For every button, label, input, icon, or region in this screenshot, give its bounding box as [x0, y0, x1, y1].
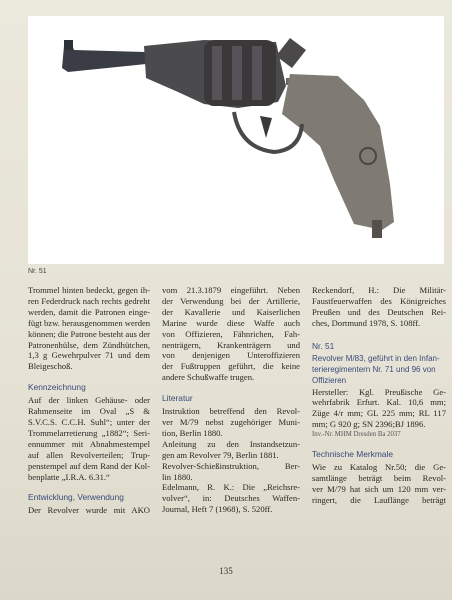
text-line: penstempel auf dem Rand der Kol- [28, 460, 150, 471]
text-line: Anleitung zu den Instandsetzun- [162, 438, 300, 449]
text-line: benplatte „I.R.A. 6.31.“ [28, 471, 110, 482]
text-line: andere Schußwaffe trugen. [162, 372, 255, 383]
figure-caption: Nr. 51 [28, 268, 47, 275]
text-line: können; die Patrone besteht aus der [28, 328, 150, 339]
section-heading: Technische Merkmale [312, 449, 393, 460]
text-line: Auf der linken Gehäuse- oder [28, 395, 150, 406]
verwendung-paragraph [162, 285, 300, 383]
text-line: der Fußtruppen geführt, die keine [162, 361, 300, 372]
text-line: von Offizieren, Fähnrichen, Fah- [162, 328, 300, 339]
text-line: Edelmann, R. K.: Die „Reichsre- [162, 482, 300, 493]
text-line: Trommelarretierung „1882“; Seri- [28, 427, 150, 438]
page-number: 135 [219, 566, 233, 576]
title-line: terieregimentern Nr. 71 und 96 von [312, 364, 436, 374]
text-line: ren Federdruck nach rechts gedreht [28, 295, 150, 306]
technik-paragraph [312, 462, 446, 506]
section-heading: Entwicklung, Verwendung [28, 492, 124, 503]
inventory-number: Inv.-Nr. MHM Dresden Ba 2037 [312, 431, 401, 439]
text-line: Preußen und des Deutschen Rei- [312, 306, 446, 317]
text-line: samtlänge beträgt beim Revol- [312, 472, 446, 483]
text-line: Wie zu Katalog Nr.50; die Ge- [312, 462, 446, 473]
text-line: 1,3 g Gewehrpulver 71 und dem [28, 350, 150, 361]
text-line: Bleigeschoß. [28, 361, 73, 372]
text-line: werden, damit die Patronen einge- [28, 306, 150, 317]
text-line: S.V.C.S. C.C.H. Suhl“; unter der [28, 416, 150, 427]
title-line: Revolver M/83, geführt in den Infan- [312, 353, 440, 363]
text-line: Instruktion betreffend den Revol- [162, 406, 300, 417]
text-line: Revolver-Schießinstruktion, Ber- [162, 460, 300, 471]
text-line: Der Revolver wurde mit AKO [28, 505, 150, 516]
text-line: gen am Revolver 79, Berlin 1881. [162, 449, 279, 460]
text-line: Züge 4/r mm; GL 225 mm; RL 117 [312, 408, 446, 419]
text-line: ches, Dortmund 1978, S. 108ff. [312, 317, 421, 328]
title-line: Offizieren [312, 375, 347, 385]
text-line: der Verwendung bei der Artillerie, [162, 295, 300, 306]
intro-paragraph [28, 285, 150, 372]
text-line: fügt bzw. herausgenommen werden [28, 317, 151, 328]
text-line: ringert, die Lauflänge beträgt [312, 494, 446, 505]
column-middle [162, 285, 300, 515]
catalog-number: Nr. 51 [312, 340, 335, 351]
text-line: Hersteller: Kgl. Preußische Ge- [312, 386, 446, 397]
column-right [312, 285, 446, 506]
text-line: ver M/79 nebst zugehöriger Muni- [162, 416, 300, 427]
revolver-photo [28, 16, 444, 264]
section-heading: Literatur [162, 393, 193, 404]
text-line: Faustfeuerwaffen des Königreiches [312, 295, 446, 306]
revolver-illustration [28, 16, 444, 264]
section-heading: Kennzeichnung [28, 382, 86, 393]
text-line: der Kavallerie und Kaiserlichen [162, 306, 300, 317]
text-line: ennummer mit Abnahmestempel [28, 438, 150, 449]
catalog-title [312, 354, 446, 386]
text-line: volver“, in: Deutsches Waffen- [162, 493, 300, 504]
text-line: tion, Berlin 1880. [162, 427, 223, 438]
text-line: von denjenigen Unteroffizieren [162, 350, 300, 361]
text-line: mm; G 920 g; SN 2396;BJ 1896. [312, 419, 426, 430]
reference-paragraph [312, 285, 446, 329]
text-line: Reckendorf, H.: Die Militär- [312, 285, 446, 295]
text-line: Marine wurde diese Waffe auch [162, 317, 300, 328]
text-line: nenträgern, Krankenträgern und [162, 339, 300, 350]
text-line: auf allen Revolverteilen; Trup- [28, 449, 150, 460]
text-line: Rahmenseite im Oval „S & [28, 406, 150, 417]
text-line: vom 21.3.1879 eingeführt. Neben [162, 285, 300, 295]
literatur-paragraph [162, 406, 300, 515]
kennzeichnung-paragraph [28, 395, 150, 482]
text-line: wehrfabrik Erfurt. Kal. 10,6 mm; [312, 397, 446, 408]
hersteller-paragraph [312, 387, 446, 431]
entwicklung-paragraph [28, 505, 150, 516]
text-line: lin 1880. [162, 471, 193, 482]
text-line: Journal, Heft 7 (1968), S. 520ff. [162, 504, 273, 515]
text-line: Patronenhülse, dem Zündhütchen, [28, 339, 150, 350]
text-line: ver M/79 hat sich um 120 mm ver- [312, 483, 446, 494]
column-left [28, 285, 150, 516]
text-line: Trommel hinten bedeckt, gegen ih- [28, 285, 150, 295]
